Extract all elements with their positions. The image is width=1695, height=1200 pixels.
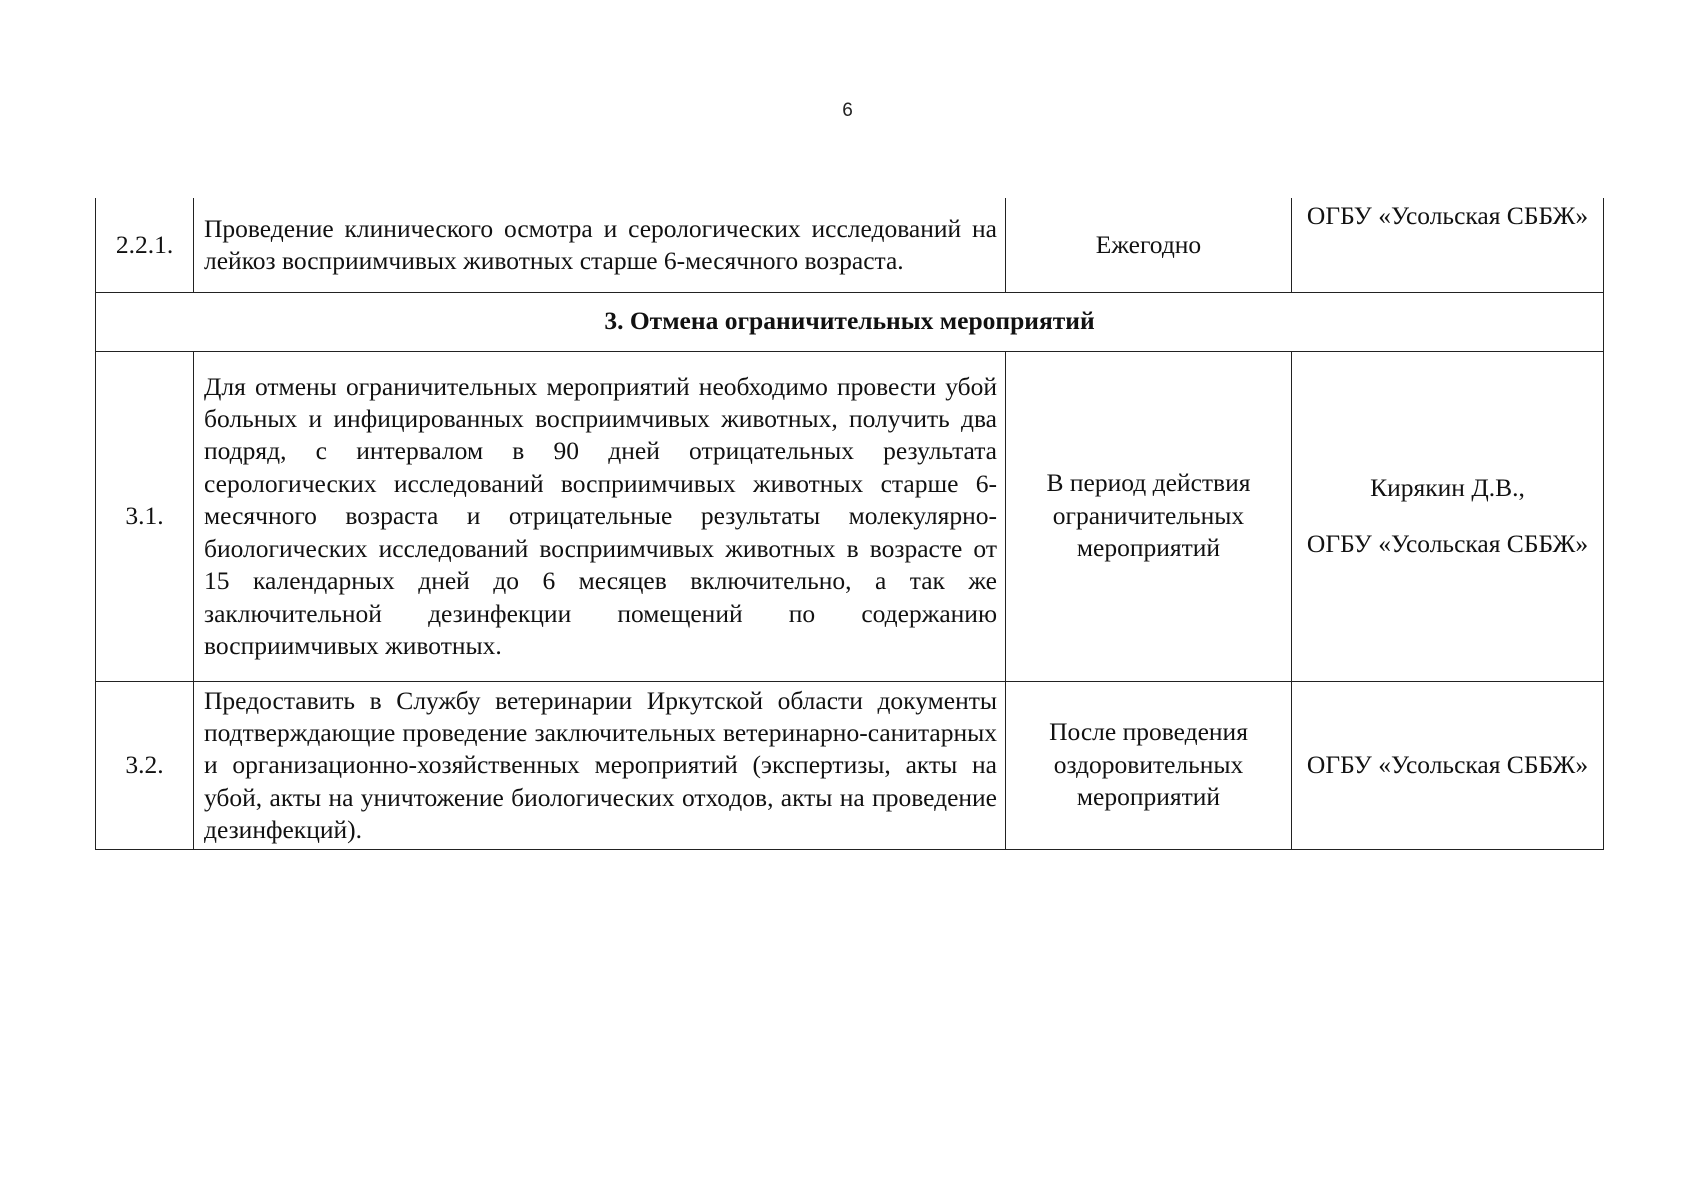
measures-table [95,198,1604,850]
page-number: 6 [842,100,853,121]
row-description: Для отмены ограничительных мероприятий необходимо провести убой больных и инфицированных восприимчивых животных, получить два подряд, с интервалом в 90 дней отрицательных результата серологических исследований восприимчивых животных старше 6-месячного возраста и отрицательные результаты молекулярно-биологических исследований восприимчивых животных в возрасте от 15 календарных дней до 6 месяцев включительно, а так же заключительной дезинфекции помещений по содержанию восприимчивых животных. [194,351,1006,681]
row-number: 3.1. [96,351,194,681]
row-number: 2.2.1. [96,198,194,292]
row-term: После проведения оздоровительных мероприятий [1006,681,1292,849]
table-row [96,681,1604,849]
row-description: Проведение клинического осмотра и серологических исследований на лейкоз восприимчивых животных старше 6-месячного возраста. [194,198,1006,292]
row-term: В период действия ограничительных мероприятий [1006,351,1292,681]
table-row [96,198,1604,292]
section-title: 3. Отмена ограничительных мероприятий [96,292,1604,351]
row-description: Предоставить в Службу ветеринарии Иркутской области документы подтверждающие проведение заключительных ветеринарно-санитарных и организационно-хозяйственных мероприятий (экспертизы, акты на убой, акты на уничтожение биологических отходов, акты на проведение дезинфекций). [194,681,1006,849]
row-number: 3.2. [96,681,194,849]
row-responsible: ОГБУ «Усольская СББЖ» [1292,198,1604,292]
responsible-person: Кирякин Д.В., [1370,472,1525,502]
table-row [96,351,1604,681]
row-responsible: ОГБУ «Усольская СББЖ» [1306,529,1589,558]
row-term: Ежегодно [1006,198,1292,292]
section-header-row [96,292,1604,351]
row-responsible-cell [1292,351,1604,681]
row-responsible: ОГБУ «Усольская СББЖ» [1292,681,1604,849]
